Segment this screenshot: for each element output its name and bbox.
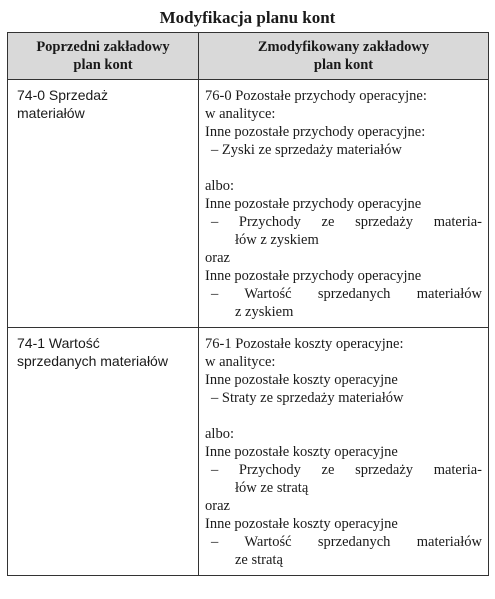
spacer	[205, 159, 482, 177]
account-plan-table	[7, 32, 489, 576]
oraz-label: oraz	[205, 250, 230, 266]
header-modified-line1: Zmodyfikowany zakładowy	[257, 39, 430, 55]
page-title: Modyfikacja planu kont	[159, 8, 336, 27]
group1-heading: Inne pozostałe przychody operacyjne:	[205, 124, 426, 140]
previous-account-line1: 74-0 Sprzedaż	[17, 87, 109, 103]
previous-account-line2: materiałów	[17, 105, 85, 121]
group3-heading: Inne pozostałe przychody operacyjne	[205, 268, 422, 284]
group2-item-line1: – Przychody ze sprzedaży materia-	[211, 214, 482, 230]
account-heading: 76-1 Pozostałe koszty operacyjne:	[205, 336, 404, 352]
table-row	[8, 80, 489, 328]
table-header-row	[8, 33, 489, 80]
header-modified-line2: plan kont	[313, 57, 374, 73]
spacer	[205, 407, 482, 425]
group3-heading: Inne pozostałe koszty operacyjne	[205, 516, 398, 532]
previous-account-line2: sprzedanych materiałów	[17, 353, 168, 369]
table-row	[8, 328, 489, 576]
group2-item-line2: łów ze stratą	[235, 480, 309, 496]
albo-label: albo:	[205, 426, 234, 442]
header-previous-line1: Poprzedni zakładowy	[36, 39, 170, 55]
header-previous-line2: plan kont	[73, 57, 133, 73]
modified-account-cell	[199, 328, 489, 576]
header-previous-plan	[8, 33, 199, 80]
group2-heading: Inne pozostałe przychody operacyjne	[205, 196, 422, 212]
group3-item-line2: z zyskiem	[235, 304, 294, 320]
group3-item-line1: – Wartość sprzedanych materiałów	[211, 534, 482, 550]
previous-account-line1: 74-1 Wartość	[17, 335, 100, 351]
oraz-label: oraz	[205, 498, 230, 514]
group2-item-line1: – Przychody ze sprzedaży materia-	[211, 462, 482, 478]
group1-heading: Inne pozostałe koszty operacyjne	[205, 372, 398, 388]
albo-label: albo:	[205, 178, 234, 194]
header-modified-plan	[199, 33, 489, 80]
group1-item: – Straty ze sprzedaży materiałów	[211, 390, 404, 406]
group1-item: – Zyski ze sprzedaży materiałów	[211, 142, 402, 158]
previous-account-cell	[8, 80, 199, 328]
analytics-label: w analityce:	[205, 354, 276, 370]
modified-account-cell	[199, 80, 489, 328]
group3-item-line2: ze stratą	[235, 552, 283, 568]
group3-item-line1: – Wartość sprzedanych materiałów	[211, 286, 482, 302]
account-heading: 76-0 Pozostałe przychody operacyjne:	[205, 88, 427, 104]
previous-account-cell	[8, 328, 199, 576]
group2-item-line2: łów z zyskiem	[235, 232, 319, 248]
analytics-label: w analityce:	[205, 106, 276, 122]
group2-heading: Inne pozostałe koszty operacyjne	[205, 444, 398, 460]
